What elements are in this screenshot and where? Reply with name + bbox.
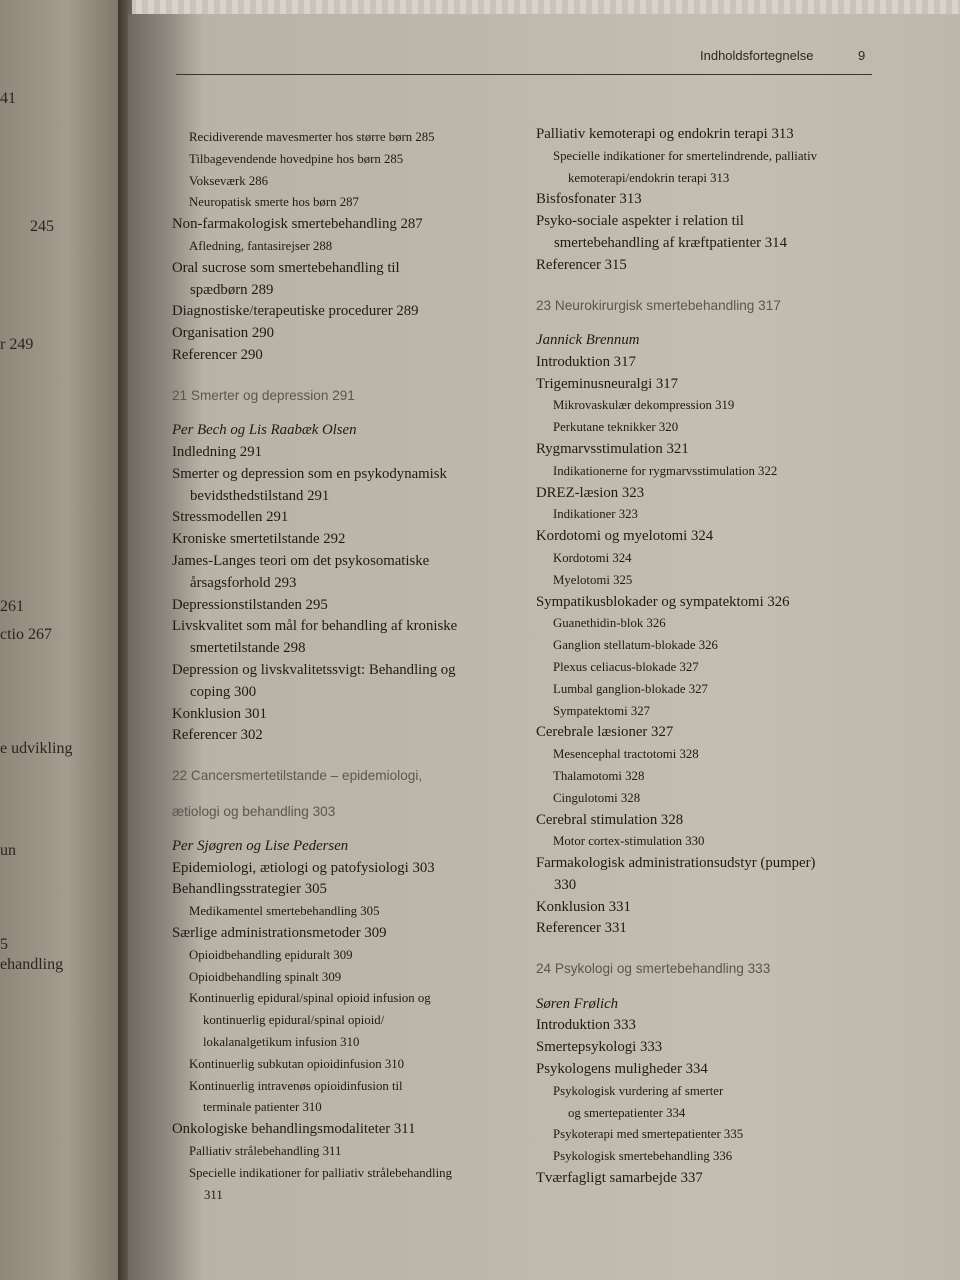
toc-entry: Smertepsykologi 333 [536,1039,663,1056]
toc-entry: Kontinuerlig epidural/spinal opioid infusion og [189,991,431,1006]
toc-entry: Psykologisk smertebehandling 336 [553,1149,733,1164]
left-page-fragment: r 249 [0,336,34,353]
toc-entry: smertebehandling af kræftpatienter 314 [554,234,787,251]
chapter-heading: 24 Psykologi og smertebehandling 333 [536,961,771,977]
toc-entry: Plexus celiacus-blokade 327 [553,659,699,674]
toc-entry: Psykologens muligheder 334 [536,1061,708,1078]
toc-entry: Sympatektomi 327 [553,703,651,718]
toc-entry: bevidsthedstilstand 291 [190,487,330,504]
toc-entry: Psykologisk vurdering af smerter [553,1083,724,1098]
toc-entry: Thalamotomi 328 [553,768,645,783]
toc-entry: Motor cortex-stimulation 330 [553,834,705,849]
toc-entry: kontinuerlig epidural/spinal opioid/ [203,1013,385,1028]
toc-entry: Cerebral stimulation 328 [536,811,684,828]
left-page-fragment: ehandling [0,956,64,973]
toc-left-column [172,127,517,1206]
toc-entry: Behandlingsstrategier 305 [172,881,327,898]
toc-entry: Kroniske smertetilstande 292 [172,531,346,548]
toc-entry: Cingulotomi 328 [553,790,641,805]
toc-entry: Opioidbehandling spinalt 309 [189,969,342,984]
toc-entry: Cerebrale læsioner 327 [536,724,674,741]
toc-entry: Smerter og depression som en psykodynamisk [172,465,447,482]
toc-entry: Vokseværk 286 [189,173,269,188]
toc-entry: James-Langes teori om det psykosomatiske [172,552,430,569]
toc-entry: Palliativ strålebehandling 311 [189,1144,342,1159]
toc-entry: Indikationerne for rygmarvsstimulation 322 [553,463,778,478]
toc-entry: Tilbagevendende hovedpine hos børn 285 [189,151,404,166]
toc-entry: Referencer 331 [536,920,627,937]
toc-entry: coping 300 [190,683,257,700]
left-page-fragment: e udvikling [0,740,73,757]
header-rule [176,74,872,75]
toc-entry: Bisfosfonater 313 [536,191,642,208]
toc-entry: Konklusion 301 [172,705,267,722]
toc-entry: Tværfagligt samarbejde 337 [536,1170,703,1187]
toc-entry: Opioidbehandling epiduralt 309 [189,947,353,962]
toc-entry: Psyko-sociale aspekter i relation til [536,213,744,230]
toc-entry: Afledning, fantasirejser 288 [189,238,333,253]
page-number: 9 [858,48,866,63]
chapter-author: Søren Frølich [536,995,619,1012]
toc-entry: 311 [204,1187,223,1202]
toc-entry: Rygmarvsstimulation 321 [536,440,689,457]
toc-entry: Kordotomi 324 [553,550,632,565]
toc-entry: Non-farmakologisk smertebehandling 287 [172,216,423,233]
toc-entry: Neuropatisk smerte hos børn 287 [189,195,359,210]
toc-entry: Medikamentel smertebehandling 305 [189,904,380,919]
toc-entry: Myelotomi 325 [553,572,633,587]
toc-entry: smertetilstande 298 [190,640,306,657]
toc-entry: Specielle indikationer for palliativ strålebehandling [189,1165,452,1180]
toc-entry: og smertepatienter 334 [568,1105,686,1120]
toc-entry: DREZ-læsion 323 [536,484,645,501]
toc-entry: Depressionstilstanden 295 [172,596,328,613]
toc-entry: Konklusion 331 [536,898,631,915]
toc-entry: 330 [554,876,577,893]
toc-entry: Stressmodellen 291 [172,509,289,526]
toc-entry: Referencer 302 [172,727,263,744]
toc-entry: lokalanalgetikum infusion 310 [203,1035,360,1050]
toc-entry: årsagsforhold 293 [190,574,297,591]
toc-entry: Onkologiske behandlingsmodaliteter 311 [172,1121,416,1138]
toc-entry: terminale patienter 310 [203,1100,322,1115]
toc-right-column [536,124,881,1190]
toc-entry: Diagnostiske/terapeutiske procedurer 289 [172,303,419,320]
toc-entry: Mikrovaskulær dekompression 319 [553,398,735,413]
toc-entry: Indikationer 323 [553,507,638,522]
toc-entry: Livskvalitet som mål for behandling af kroniske [172,618,458,635]
left-page-fragment: un [0,842,16,859]
toc-entry: Psykoterapi med smertepatienter 335 [553,1127,744,1142]
toc-entry: Sympatikusblokader og sympatektomi 326 [536,593,790,610]
left-page-fragment: 41 [0,90,16,107]
chapter-author: Jannick Brennum [536,331,640,348]
toc-entry: Organisation 290 [172,325,275,342]
toc-entry: Trigeminusneuralgi 317 [536,375,679,392]
chapter-author: Per Sjøgren og Lise Pedersen [172,837,349,854]
toc-entry: Epidemiologi, ætiologi og patofysiologi 303 [172,859,435,876]
toc-entry: Mesencephal tractotomi 328 [553,747,699,762]
chapter-heading: 23 Neurokirurgisk smertebehandling 317 [536,297,781,313]
toc-entry: Guanethidin-blok 326 [553,616,666,631]
toc-entry: Introduktion 317 [536,353,636,370]
left-page-edge [0,0,122,1280]
chapter-heading: ætiologi og behandling 303 [172,803,336,819]
toc-entry: Specielle indikationer for smertelindrende, palliativ [553,148,818,163]
toc-entry: kemoterapi/endokrin terapi 313 [568,170,730,185]
toc-entry: Oral sucrose som smertebehandling til [172,259,400,276]
left-page-fragment: 5 [0,936,8,953]
toc-entry: Særlige administrationsmetoder 309 [172,925,387,942]
toc-entry: Kontinuerlig intravenøs opioidinfusion til [189,1078,403,1093]
toc-entry: Perkutane teknikker 320 [553,420,679,435]
toc-entry: Ganglion stellatum-blokade 326 [553,638,718,653]
chapter-author: Per Bech og Lis Raabæk Olsen [172,422,357,439]
toc-entry: Kordotomi og myelotomi 324 [536,528,714,545]
running-head-title: Indholdsfortegnelse [700,48,814,63]
chapter-heading: 22 Cancersmertetilstande – epidemiologi, [172,768,423,784]
toc-entry: spædbørn 289 [190,281,274,298]
left-page-fragment: 245 [30,218,54,235]
toc-entry: Indledning 291 [172,443,263,460]
toc-entry: Kontinuerlig subkutan opioidinfusion 310 [189,1056,405,1071]
toc-entry: Referencer 315 [536,256,627,273]
left-page-fragment: ctio 267 [0,626,52,643]
toc-entry: Depression og livskvalitetssvigt: Behandling og [172,661,456,678]
toc-entry: Palliativ kemoterapi og endokrin terapi 313 [536,126,794,142]
toc-entry: Referencer 290 [172,346,263,363]
toc-entry: Introduktion 333 [536,1017,636,1034]
running-head [700,48,866,63]
left-page-fragment: 261 [0,598,24,615]
toc-entry: Recidiverende mavesmerter hos større børn 285 [189,130,435,144]
toc-entry: Lumbal ganglion-blokade 327 [553,681,708,696]
toc-entry: Farmakologisk administrationsudstyr (pumper) [536,855,816,872]
chapter-heading: 21 Smerter og depression 291 [172,387,355,403]
